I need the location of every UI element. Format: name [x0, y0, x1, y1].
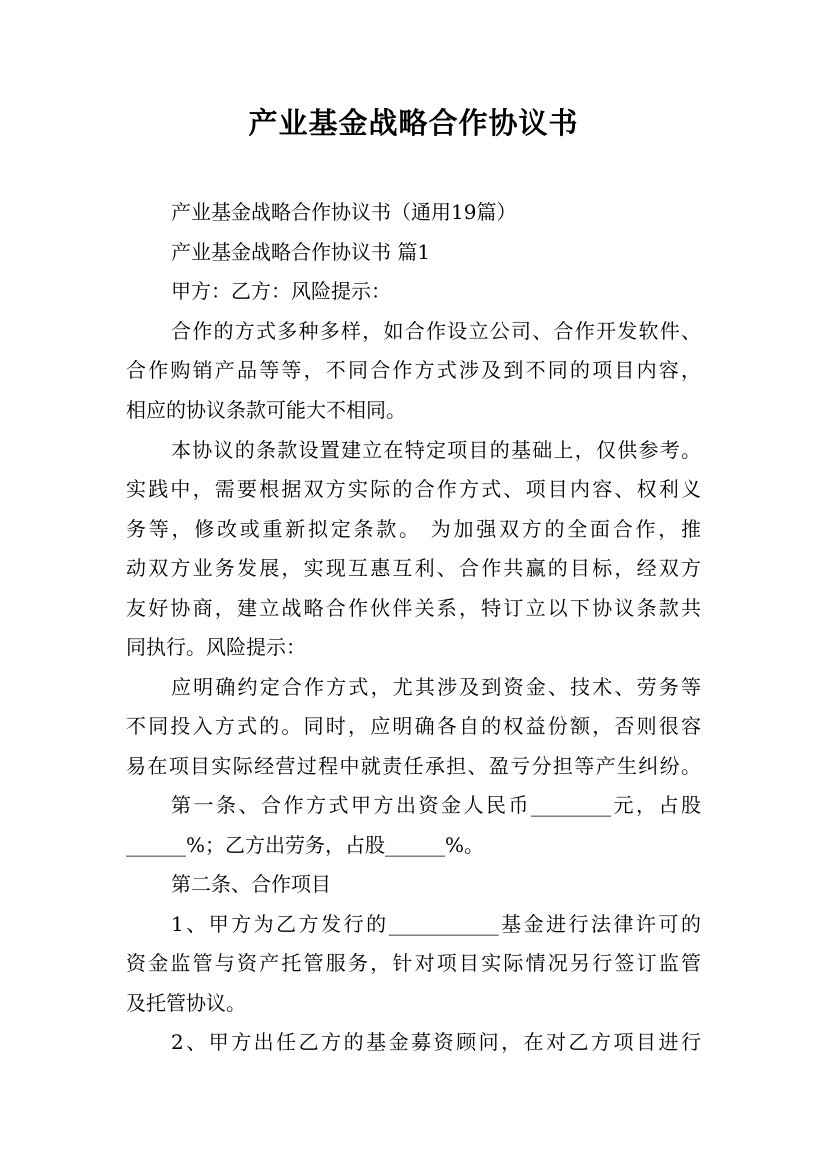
paragraph-line: 易在项目实际经营过程中就责任承担、盈亏分担等产生纠纷。	[126, 754, 701, 778]
parties-line: 甲方：乙方：风险提示：	[171, 279, 391, 303]
clause-line: 资金监管与资产托管服务，针对项目实际情况另行签订监管	[126, 951, 701, 975]
section-heading-line: 产业基金战略合作协议书 篇1	[171, 240, 431, 264]
document-title: 产业基金战略合作协议书	[248, 106, 579, 140]
article-line: 第一条、合作方式甲方出资金人民币________元，占股	[171, 793, 701, 817]
clause-line: 及托管协议。	[126, 991, 246, 1015]
clause-line: 2、甲方出任乙方的基金募资顾问，在对乙方项目进行	[171, 1030, 701, 1054]
clause-line: 1、甲方为乙方发行的___________基金进行法律许可的	[171, 912, 701, 936]
paragraph-line: 合作购销产品等等，不同合作方式涉及到不同的项目内容，	[126, 358, 701, 382]
article-line: ______%；乙方出劳务，占股______%。	[126, 833, 485, 857]
paragraph-line: 动双方业务发展，实现互惠互利、合作共赢的目标，经双方	[126, 556, 701, 580]
subtitle-line: 产业基金战略合作协议书（通用19篇）	[171, 200, 517, 224]
article-heading: 第二条、合作项目	[171, 872, 331, 896]
paragraph-line: 本协议的条款设置建立在特定项目的基础上，仅供参考。	[171, 438, 701, 462]
paragraph-line: 应明确约定合作方式，尤其涉及到资金、技术、劳务等	[171, 675, 701, 699]
paragraph-line: 友好协商，建立战略合作伙伴关系，特订立以下协议条款共	[126, 596, 701, 620]
paragraph-line: 合作的方式多种多样，如合作设立公司、合作开发软件、	[171, 319, 701, 343]
paragraph-line: 务等，修改或重新拟定条款。 为加强双方的全面合作，推	[126, 517, 701, 541]
paragraph-line: 实践中，需要根据双方实际的合作方式、项目内容、权利义	[126, 477, 701, 501]
paragraph-line: 同执行。风险提示：	[126, 635, 306, 659]
paragraph-line: 相应的协议条款可能大不相同。	[126, 398, 406, 422]
paragraph-line: 不同投入方式的。同时，应明确各自的权益份额，否则很容	[126, 714, 701, 738]
